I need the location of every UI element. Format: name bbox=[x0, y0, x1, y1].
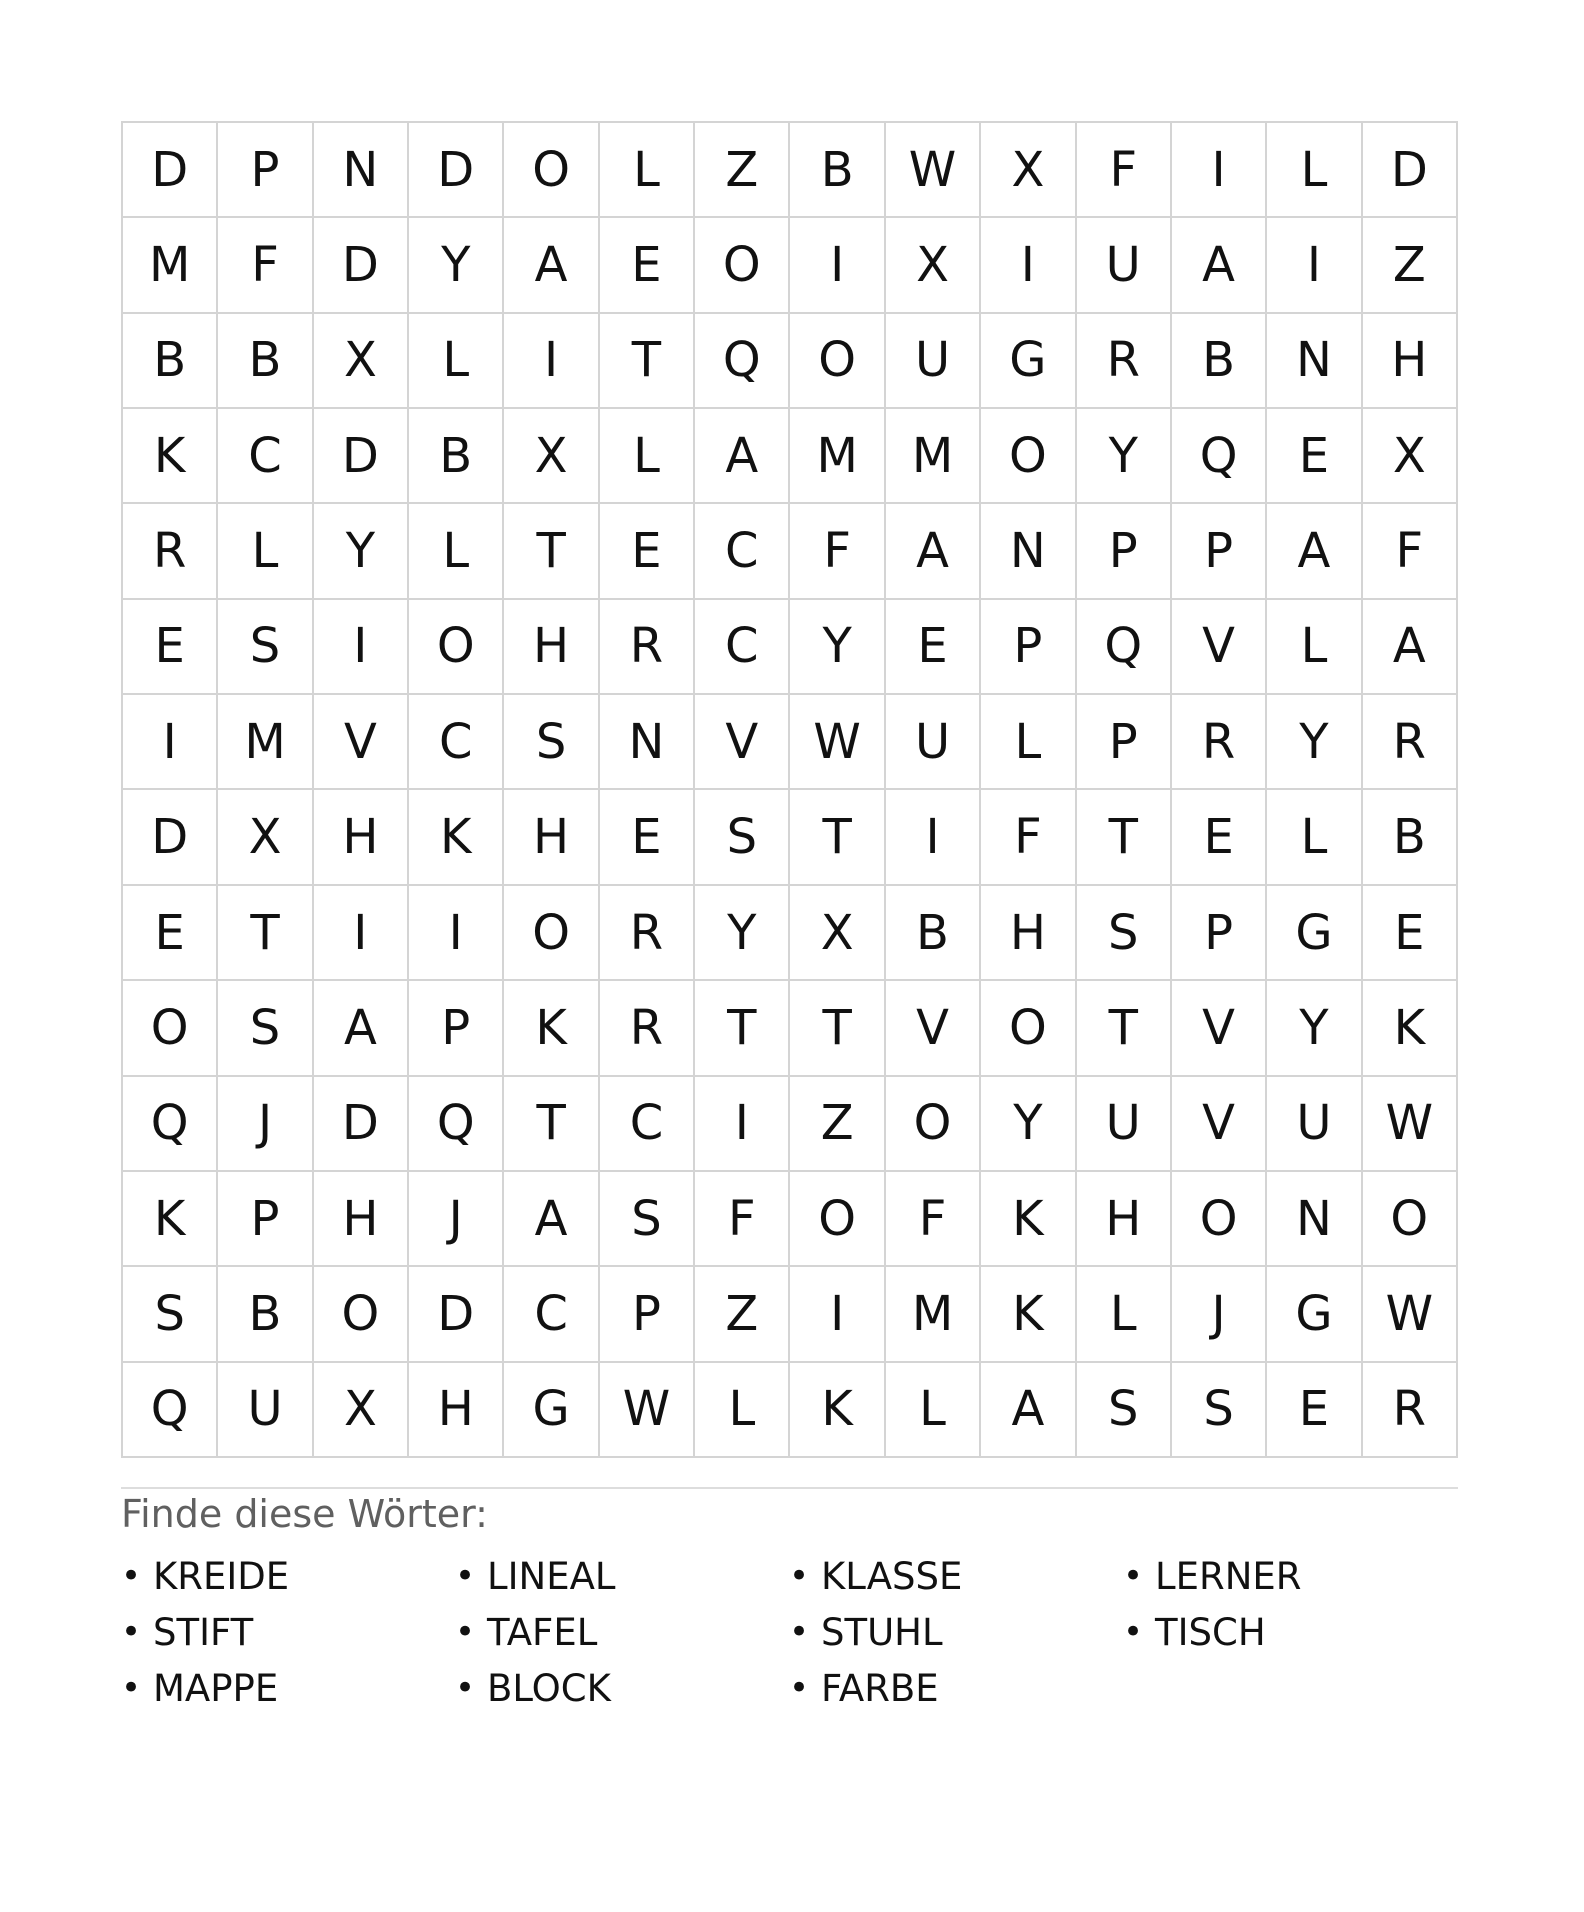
grid-cell[interactable]: T bbox=[1077, 981, 1172, 1076]
grid-cell[interactable]: S bbox=[218, 600, 313, 695]
grid-cell[interactable]: M bbox=[790, 409, 885, 504]
bullet-icon: • bbox=[121, 1668, 142, 1708]
grid-cell[interactable]: H bbox=[981, 886, 1076, 981]
grid-cell[interactable]: Y bbox=[695, 886, 790, 981]
word-search-grid bbox=[121, 121, 1458, 1458]
grid-cell[interactable]: O bbox=[314, 1267, 409, 1362]
word-list-item bbox=[455, 1548, 789, 1604]
grid-cell[interactable]: A bbox=[695, 409, 790, 504]
grid-cell[interactable]: T bbox=[1077, 790, 1172, 885]
grid-cell[interactable]: R bbox=[600, 981, 695, 1076]
grid-cell[interactable]: Q bbox=[123, 1363, 218, 1458]
grid-cell[interactable]: Y bbox=[981, 1077, 1076, 1172]
grid-cell[interactable]: S bbox=[1172, 1363, 1267, 1458]
grid-cell[interactable]: A bbox=[886, 504, 981, 599]
grid-cell[interactable]: I bbox=[409, 886, 504, 981]
grid-cell[interactable]: E bbox=[600, 790, 695, 885]
grid-cell[interactable]: L bbox=[1267, 600, 1362, 695]
word-list-item bbox=[121, 1604, 455, 1660]
grid-cell[interactable]: S bbox=[600, 1172, 695, 1267]
grid-cell[interactable]: W bbox=[600, 1363, 695, 1458]
bullet-icon: • bbox=[789, 1612, 810, 1652]
grid-cell[interactable]: Z bbox=[790, 1077, 885, 1172]
bullet-icon: • bbox=[455, 1668, 476, 1708]
grid-cell[interactable]: Z bbox=[695, 123, 790, 218]
grid-cell[interactable]: L bbox=[981, 695, 1076, 790]
grid-cell[interactable]: I bbox=[314, 600, 409, 695]
word-label: BLOCK bbox=[487, 1666, 611, 1710]
grid-cell[interactable]: P bbox=[981, 600, 1076, 695]
grid-cell[interactable]: O bbox=[981, 981, 1076, 1076]
grid-cell[interactable]: X bbox=[981, 123, 1076, 218]
word-label: LINEAL bbox=[487, 1554, 616, 1598]
grid-cell[interactable]: H bbox=[504, 790, 599, 885]
grid-cell[interactable]: O bbox=[790, 314, 885, 409]
bullet-icon: • bbox=[789, 1556, 810, 1596]
grid-cell[interactable]: D bbox=[409, 1267, 504, 1362]
grid-cell[interactable]: F bbox=[695, 1172, 790, 1267]
word-label: FARBE bbox=[821, 1666, 939, 1710]
grid-cell[interactable]: O bbox=[123, 981, 218, 1076]
grid-cell[interactable]: L bbox=[695, 1363, 790, 1458]
grid-cell[interactable]: G bbox=[1267, 886, 1362, 981]
word-label: KLASSE bbox=[821, 1554, 963, 1598]
grid-cell[interactable]: R bbox=[600, 600, 695, 695]
grid-cell[interactable]: X bbox=[314, 314, 409, 409]
grid-cell[interactable]: N bbox=[1267, 314, 1362, 409]
grid-cell[interactable]: W bbox=[1363, 1267, 1458, 1362]
word-list-item bbox=[789, 1660, 1123, 1716]
grid-cell[interactable]: F bbox=[790, 504, 885, 599]
grid-cell[interactable]: S bbox=[218, 981, 313, 1076]
grid-cell[interactable]: A bbox=[314, 981, 409, 1076]
grid-cell[interactable]: U bbox=[218, 1363, 313, 1458]
grid-cell[interactable]: O bbox=[695, 218, 790, 313]
grid-cell[interactable]: X bbox=[504, 409, 599, 504]
grid-cell[interactable]: I bbox=[314, 886, 409, 981]
grid-cell[interactable]: U bbox=[1267, 1077, 1362, 1172]
grid-cell[interactable]: X bbox=[314, 1363, 409, 1458]
grid-cell[interactable]: L bbox=[1267, 123, 1362, 218]
word-label: TAFEL bbox=[487, 1610, 598, 1654]
grid-cell[interactable]: V bbox=[695, 695, 790, 790]
grid-cell[interactable]: H bbox=[409, 1363, 504, 1458]
grid-cell[interactable]: H bbox=[504, 600, 599, 695]
grid-cell[interactable]: R bbox=[1172, 695, 1267, 790]
bullet-icon: • bbox=[1123, 1556, 1144, 1596]
grid-cell[interactable]: Q bbox=[409, 1077, 504, 1172]
grid-cell[interactable]: B bbox=[123, 314, 218, 409]
grid-cell[interactable]: W bbox=[886, 123, 981, 218]
grid-cell[interactable]: I bbox=[981, 218, 1076, 313]
grid-cell[interactable]: D bbox=[314, 1077, 409, 1172]
word-list-title: Finde diese Wörter: bbox=[121, 1492, 488, 1536]
grid-cell[interactable]: G bbox=[1267, 1267, 1362, 1362]
grid-cell[interactable]: C bbox=[409, 695, 504, 790]
grid-cell[interactable]: P bbox=[218, 123, 313, 218]
grid-cell[interactable]: S bbox=[1077, 886, 1172, 981]
grid-cell[interactable]: L bbox=[600, 123, 695, 218]
word-list-item bbox=[789, 1604, 1123, 1660]
grid-cell[interactable]: M bbox=[886, 1267, 981, 1362]
grid-cell[interactable]: Q bbox=[695, 314, 790, 409]
grid-cell[interactable]: F bbox=[886, 1172, 981, 1267]
grid-cell[interactable]: D bbox=[409, 123, 504, 218]
bullet-icon: • bbox=[455, 1612, 476, 1652]
grid-cell[interactable]: I bbox=[886, 790, 981, 885]
grid-cell[interactable]: V bbox=[1172, 600, 1267, 695]
grid-cell[interactable]: L bbox=[600, 409, 695, 504]
bullet-icon: • bbox=[121, 1556, 142, 1596]
grid-cell[interactable]: N bbox=[600, 695, 695, 790]
grid-cell[interactable]: F bbox=[1077, 123, 1172, 218]
grid-cell[interactable]: A bbox=[1363, 600, 1458, 695]
grid-cell[interactable]: B bbox=[790, 123, 885, 218]
grid-cell[interactable]: E bbox=[600, 218, 695, 313]
grid-cell[interactable]: D bbox=[314, 409, 409, 504]
grid-cell[interactable]: V bbox=[1172, 1077, 1267, 1172]
grid-cell[interactable]: A bbox=[1267, 504, 1362, 599]
grid-cell[interactable]: E bbox=[886, 600, 981, 695]
word-list-item bbox=[455, 1660, 789, 1716]
divider bbox=[121, 1487, 1458, 1489]
grid-cell[interactable]: E bbox=[1267, 409, 1362, 504]
bullet-icon: • bbox=[1123, 1612, 1144, 1652]
grid-cell[interactable]: P bbox=[409, 981, 504, 1076]
grid-cell[interactable]: R bbox=[600, 886, 695, 981]
grid-cell[interactable]: C bbox=[600, 1077, 695, 1172]
grid-cell[interactable]: M bbox=[886, 409, 981, 504]
grid-cell[interactable]: T bbox=[695, 981, 790, 1076]
word-label: STUHL bbox=[821, 1610, 943, 1654]
grid-cell[interactable]: Y bbox=[1267, 981, 1362, 1076]
grid-cell[interactable]: B bbox=[1363, 790, 1458, 885]
grid-cell[interactable]: E bbox=[1172, 790, 1267, 885]
grid-cell[interactable]: Y bbox=[1267, 695, 1362, 790]
grid-cell[interactable]: O bbox=[790, 1172, 885, 1267]
grid-cell[interactable]: H bbox=[1363, 314, 1458, 409]
grid-cell[interactable]: M bbox=[218, 695, 313, 790]
grid-cell[interactable]: T bbox=[504, 1077, 599, 1172]
grid-cell[interactable]: K bbox=[981, 1267, 1076, 1362]
grid-cell[interactable]: X bbox=[218, 790, 313, 885]
grid-cell[interactable]: V bbox=[1172, 981, 1267, 1076]
grid-cell[interactable]: V bbox=[314, 695, 409, 790]
grid-cell[interactable]: E bbox=[1267, 1363, 1362, 1458]
grid-cell[interactable]: O bbox=[981, 409, 1076, 504]
grid-cell[interactable]: C bbox=[695, 504, 790, 599]
grid-cell[interactable]: B bbox=[886, 886, 981, 981]
grid-cell[interactable]: Y bbox=[409, 218, 504, 313]
grid-cell[interactable]: P bbox=[600, 1267, 695, 1362]
grid-cell[interactable]: X bbox=[790, 886, 885, 981]
grid-cell[interactable]: B bbox=[409, 409, 504, 504]
grid-cell[interactable]: G bbox=[981, 314, 1076, 409]
grid-cell[interactable]: U bbox=[886, 314, 981, 409]
grid-cell[interactable]: Q bbox=[123, 1077, 218, 1172]
grid-cell[interactable]: S bbox=[504, 695, 599, 790]
bullet-icon: • bbox=[121, 1612, 142, 1652]
grid-cell[interactable]: B bbox=[218, 1267, 313, 1362]
grid-cell[interactable]: E bbox=[1363, 886, 1458, 981]
word-label: LERNER bbox=[1155, 1554, 1302, 1598]
grid-cell[interactable]: B bbox=[1172, 314, 1267, 409]
grid-cell[interactable]: A bbox=[981, 1363, 1076, 1458]
grid-cell[interactable]: H bbox=[314, 790, 409, 885]
grid-cell[interactable]: R bbox=[123, 504, 218, 599]
grid-cell[interactable]: L bbox=[1267, 790, 1362, 885]
word-label: STIFT bbox=[153, 1610, 254, 1654]
grid-cell[interactable]: W bbox=[790, 695, 885, 790]
grid-cell[interactable]: Z bbox=[1363, 218, 1458, 313]
grid-cell[interactable]: O bbox=[1363, 1172, 1458, 1267]
grid-cell[interactable]: K bbox=[790, 1363, 885, 1458]
grid-cell[interactable]: W bbox=[1363, 1077, 1458, 1172]
grid-cell[interactable]: F bbox=[981, 790, 1076, 885]
grid-cell[interactable]: T bbox=[504, 504, 599, 599]
grid-cell[interactable]: L bbox=[1077, 1267, 1172, 1362]
bullet-icon: • bbox=[789, 1668, 810, 1708]
grid-cell[interactable]: K bbox=[1363, 981, 1458, 1076]
grid-cell[interactable]: P bbox=[218, 1172, 313, 1267]
grid-cell[interactable]: C bbox=[695, 600, 790, 695]
grid-cell[interactable]: N bbox=[1267, 1172, 1362, 1267]
grid-cell[interactable]: C bbox=[218, 409, 313, 504]
grid-cell[interactable]: A bbox=[504, 218, 599, 313]
grid-cell[interactable]: M bbox=[123, 218, 218, 313]
grid-cell[interactable]: I bbox=[1267, 218, 1362, 313]
word-list-item bbox=[121, 1660, 455, 1716]
grid-cell[interactable]: D bbox=[1363, 123, 1458, 218]
grid-cell[interactable]: B bbox=[218, 314, 313, 409]
grid-cell[interactable]: D bbox=[314, 218, 409, 313]
grid-cell[interactable]: F bbox=[1363, 504, 1458, 599]
grid-cell[interactable]: T bbox=[790, 790, 885, 885]
grid-cell[interactable]: Z bbox=[695, 1267, 790, 1362]
grid-cell[interactable]: J bbox=[218, 1077, 313, 1172]
grid-cell[interactable]: Y bbox=[790, 600, 885, 695]
grid-cell[interactable]: Q bbox=[1077, 600, 1172, 695]
grid-cell[interactable]: A bbox=[504, 1172, 599, 1267]
word-list bbox=[121, 1548, 1458, 1716]
grid-cell[interactable]: G bbox=[504, 1363, 599, 1458]
grid-cell[interactable]: N bbox=[981, 504, 1076, 599]
grid-cell[interactable]: J bbox=[409, 1172, 504, 1267]
grid-cell[interactable]: O bbox=[886, 1077, 981, 1172]
grid-cell[interactable]: D bbox=[123, 123, 218, 218]
word-label: TISCH bbox=[1155, 1610, 1266, 1654]
grid-cell[interactable]: I bbox=[790, 218, 885, 313]
grid-cell[interactable]: K bbox=[981, 1172, 1076, 1267]
grid-cell[interactable]: P bbox=[1077, 504, 1172, 599]
grid-cell[interactable]: X bbox=[886, 218, 981, 313]
grid-cell[interactable]: K bbox=[123, 1172, 218, 1267]
grid-cell[interactable]: P bbox=[1077, 695, 1172, 790]
grid-cell[interactable]: J bbox=[1172, 1267, 1267, 1362]
grid-cell[interactable]: R bbox=[1363, 1363, 1458, 1458]
grid-cell[interactable]: U bbox=[1077, 218, 1172, 313]
grid-cell[interactable]: H bbox=[314, 1172, 409, 1267]
grid-cell[interactable]: Y bbox=[314, 504, 409, 599]
grid-cell[interactable]: R bbox=[1363, 695, 1458, 790]
grid-cell[interactable]: T bbox=[790, 981, 885, 1076]
grid-cell[interactable]: E bbox=[123, 886, 218, 981]
grid-cell[interactable]: O bbox=[1172, 1172, 1267, 1267]
grid-cell[interactable]: U bbox=[1077, 1077, 1172, 1172]
grid-cell[interactable]: K bbox=[123, 409, 218, 504]
grid-cell[interactable]: P bbox=[1172, 886, 1267, 981]
word-list-item bbox=[121, 1548, 455, 1604]
grid-cell[interactable]: O bbox=[504, 123, 599, 218]
grid-cell[interactable]: V bbox=[886, 981, 981, 1076]
grid-cell[interactable]: O bbox=[409, 600, 504, 695]
grid-cell[interactable]: T bbox=[600, 314, 695, 409]
grid-cell[interactable]: X bbox=[1363, 409, 1458, 504]
grid-cell[interactable]: I bbox=[504, 314, 599, 409]
grid-cell[interactable]: I bbox=[790, 1267, 885, 1362]
word-list-item bbox=[455, 1604, 789, 1660]
grid-cell[interactable]: N bbox=[314, 123, 409, 218]
grid-cell[interactable]: P bbox=[1172, 504, 1267, 599]
grid-cell[interactable]: H bbox=[1077, 1172, 1172, 1267]
grid-cell[interactable]: O bbox=[504, 886, 599, 981]
grid-cell[interactable]: I bbox=[695, 1077, 790, 1172]
word-list-item bbox=[1123, 1604, 1457, 1660]
grid-cell[interactable]: L bbox=[886, 1363, 981, 1458]
grid-cell[interactable]: U bbox=[886, 695, 981, 790]
grid-cell[interactable]: T bbox=[218, 886, 313, 981]
grid-cell[interactable]: A bbox=[1172, 218, 1267, 313]
grid-cell[interactable]: I bbox=[123, 695, 218, 790]
grid-cell[interactable]: R bbox=[1077, 314, 1172, 409]
grid-cell[interactable]: K bbox=[409, 790, 504, 885]
grid-cell[interactable]: E bbox=[600, 504, 695, 599]
word-label: MAPPE bbox=[153, 1666, 279, 1710]
grid-cell[interactable]: Q bbox=[1172, 409, 1267, 504]
grid-cell[interactable]: S bbox=[1077, 1363, 1172, 1458]
grid-cell[interactable]: K bbox=[504, 981, 599, 1076]
grid-cell[interactable]: S bbox=[123, 1267, 218, 1362]
grid-cell[interactable]: L bbox=[409, 314, 504, 409]
grid-cell[interactable]: Y bbox=[1077, 409, 1172, 504]
grid-cell[interactable]: S bbox=[695, 790, 790, 885]
grid-cell[interactable]: C bbox=[504, 1267, 599, 1362]
word-list-item bbox=[1123, 1548, 1457, 1604]
grid-cell[interactable]: L bbox=[218, 504, 313, 599]
bullet-icon: • bbox=[455, 1556, 476, 1596]
grid-cell[interactable]: F bbox=[218, 218, 313, 313]
grid-cell[interactable]: E bbox=[123, 600, 218, 695]
grid-cell[interactable]: I bbox=[1172, 123, 1267, 218]
grid-cell[interactable]: L bbox=[409, 504, 504, 599]
grid-cell[interactable]: D bbox=[123, 790, 218, 885]
word-list-item bbox=[789, 1548, 1123, 1604]
word-label: KREIDE bbox=[153, 1554, 290, 1598]
